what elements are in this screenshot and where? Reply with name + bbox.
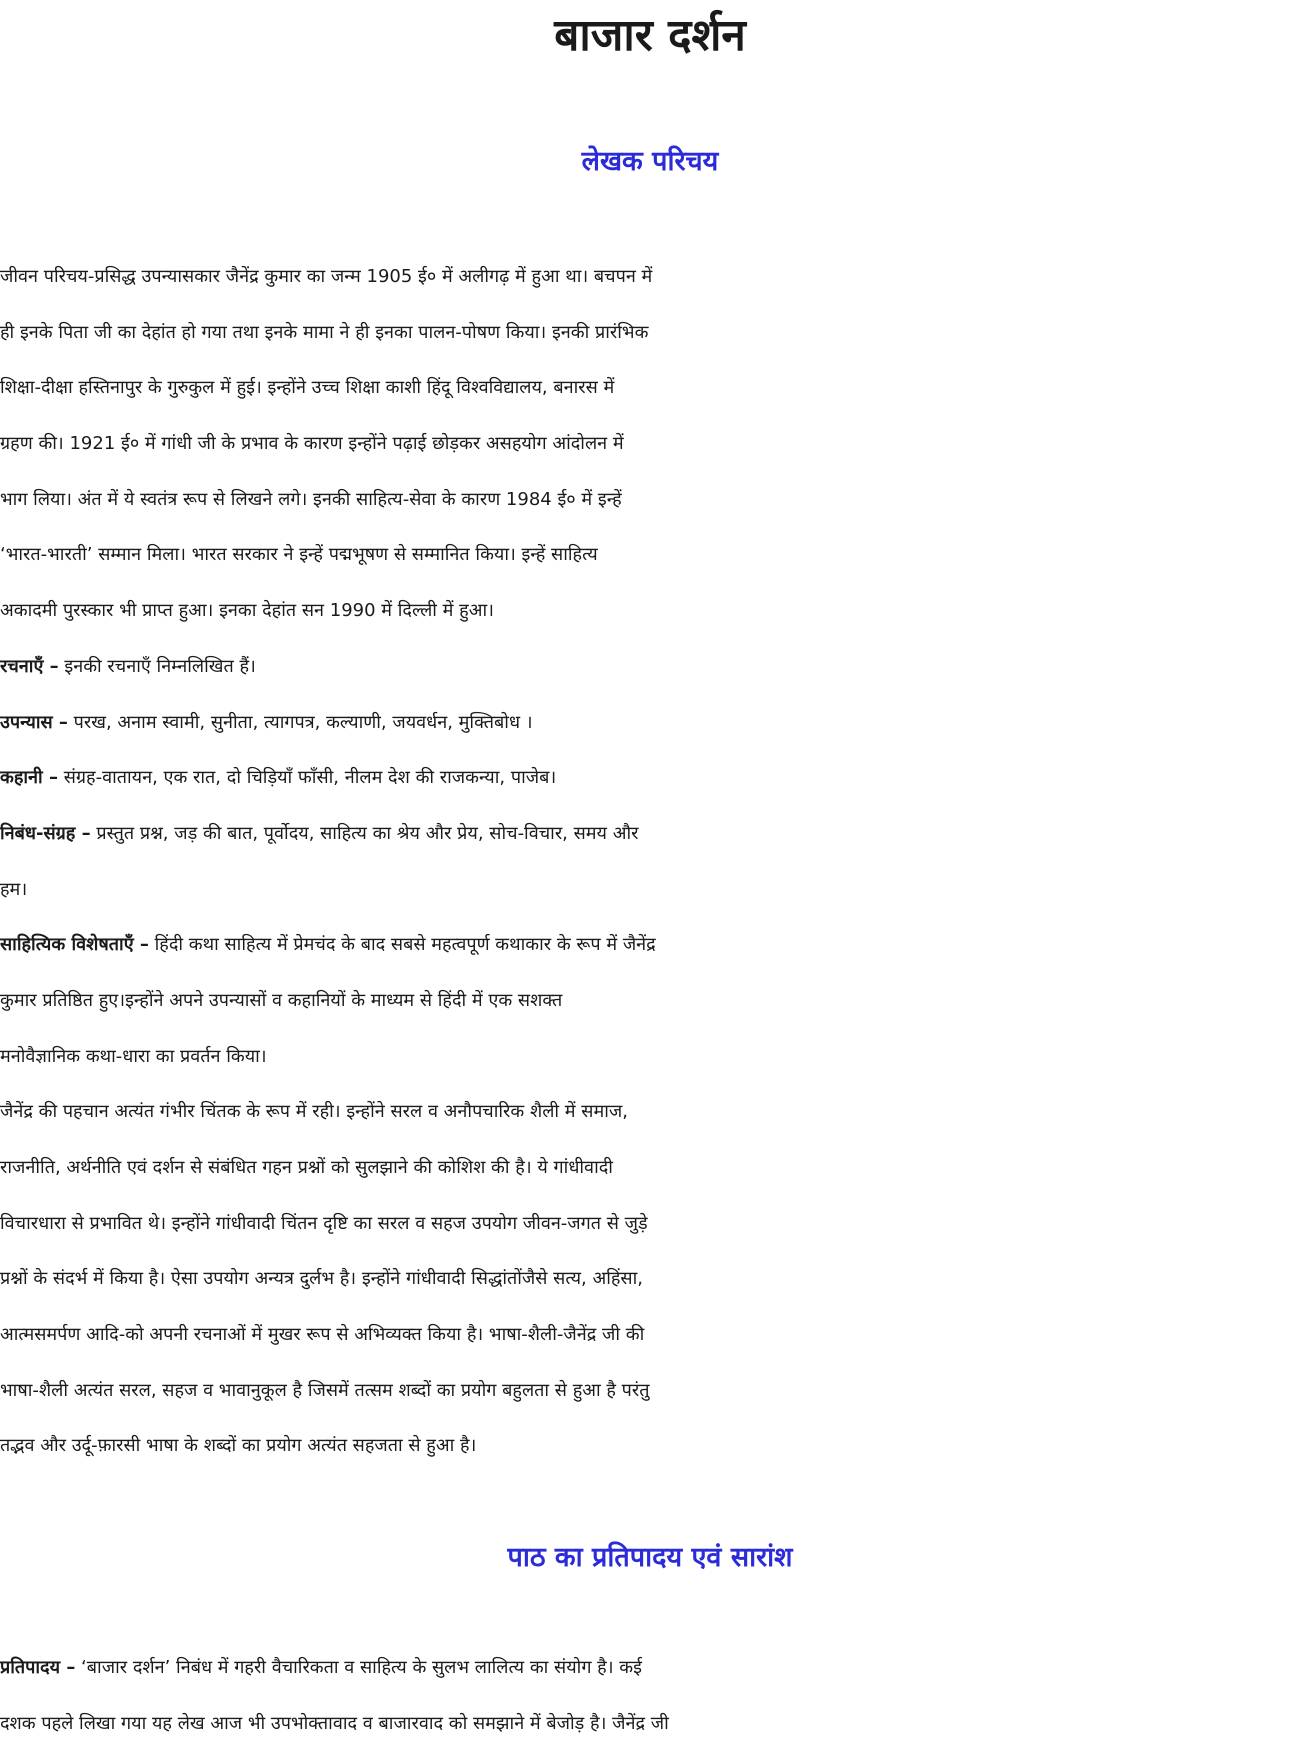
works-label: रचनाएँ – <box>0 655 59 677</box>
text-line: तद्भव और उर्दू-फ़ारसी भाषा के शब्दों का प्रयोग अत्यंत सहजता से हुआ है। <box>0 1435 477 1457</box>
text-line: प्रश्नों के संदर्भ में किया है। ऐसा उपयोग अन्यत्र दुर्लभ है। इन्होंने गांधीवादी सिद्धांतोंजैसे सत्य, अहिंसा, <box>0 1268 643 1290</box>
text-line: आत्मसमर्पण आदि-को अपनी रचनाओं में मुखर रूप से अभिव्यक्त किया है। भाषा-शैली-जैनेंद्र जी की <box>0 1324 645 1346</box>
works-text: इनकी रचनाएँ निम्नलिखित हैं। <box>58 655 256 677</box>
pratipadya-label: प्रतिपादय – <box>0 1657 76 1678</box>
stories-text: संग्रह-वातायन, एक रात, दो चिड़ियाँ फाँसी, नीलम देश की राजकन्या, पाजेब। <box>57 767 557 789</box>
text-line: ग्रहण की। 1921 ई० में गांधी जी के प्रभाव के कारण इन्होंने पढ़ाई छोड़कर असहयोग आंदोलन में <box>0 433 624 455</box>
pratipadya-line <box>0 1640 1300 1696</box>
essays-text: प्रस्तुत प्रश्न, जड़ की बात, पूर्वोदय, साहित्य का श्रेय और प्रेय, सोच-विचार, समय और <box>90 822 639 844</box>
text-line: जीवन परिचय-प्रसिद्ध उपन्यासकार जैनेंद्र कुमार का जन्म 1905 ई० में अलीगढ़ में हुआ था। बचपन में <box>0 266 653 287</box>
features-text: हिंदी कथा साहित्य में प्रेमचंद के बाद सबसे महत्वपूर्ण कथाकार के रूप में जैनेंद्र <box>148 934 656 956</box>
text-line: ‘भारत-भारती’ सम्मान मिला। भारत सरकार ने इन्हें पद्मभूषण से सम्मानित किया। इन्हें साहित्य <box>0 544 598 566</box>
text-line: भाग लिया। अंत में ये स्वतंत्र रूप से लिखने लगे। इनकी साहित्य-सेवा के कारण 1984 ई० में इन्हें <box>0 488 622 510</box>
novels-text: परख, अनाम स्वामी, सुनीता, त्यागपत्र, कल्याणी, जयवर्धन, मुक्तिबोध । <box>67 711 533 733</box>
features-line <box>0 917 1300 973</box>
section-heading-summary: पाठ का प्रतिपादय एवं सारांश <box>507 1542 793 1573</box>
text-line: विचारधारा से प्रभावित थे। इन्होंने गांधीवादी चिंतन दृष्टि का सरल व सहज उपयोग जीवन-जगत से जुड़े <box>0 1212 648 1234</box>
text-line: भाषा-शैली अत्यंत सरल, सहज व भावानुकूल है जिसमें तत्सम शब्दों का प्रयोग बहुलता से हुआ है परंतु <box>0 1379 650 1401</box>
section-heading-author-intro: लेखक परिचय <box>581 146 719 177</box>
essays-label: निबंध-संग्रह – <box>0 822 91 844</box>
text-line: जैनेंद्र की पहचान अत्यंत गंभीर चिंतक के रूप में रही। इन्होंने सरल व अनौपचारिक शैली में समाज, <box>0 1101 628 1123</box>
text-line: अकादमी पुरस्कार भी प्राप्त हुआ। इनका देहांत सन 1990 में दिल्ली में हुआ। <box>0 600 494 622</box>
text-line: शिक्षा-दीक्षा हस्तिनापुर के गुरुकुल में हुई। इन्होंने उच्च शिक्षा काशी हिंदू विश्वविद्यालय, बनारस में <box>0 377 615 399</box>
features-line-cont: कुमार प्रतिष्ठित हुए।इन्होंने अपने उपन्यासों व कहानियों के माध्यम से हिंदी में एक सशक्त <box>0 989 563 1011</box>
essays-line <box>0 806 1300 862</box>
features-line-cont: मनोवैज्ञानिक कथा-धारा का प्रवर्तन किया। <box>0 1045 267 1067</box>
features-label: साहित्यिक विशेषताएँ – <box>0 934 149 956</box>
text-line: राजनीति, अर्थनीति एवं दर्शन से संबंधित गहन प्रश्नों को सुलझाने की कोशिश की है। ये गांधीवादी <box>0 1157 613 1178</box>
text-line: ही इनके पिता जी का देहांत हो गया तथा इनके मामा ने ही इनका पालन-पोषण किया। इनकी प्रारंभिक <box>0 321 649 343</box>
works-intro-line <box>0 639 1300 695</box>
pratipadya-text: ‘बाजार दर्शन’ निबंध में गहरी वैचारिकता व साहित्य के सुलभ लालित्य का संयोग है। कई <box>75 1657 642 1678</box>
page-title: बाजार दर्शन <box>554 10 746 61</box>
stories-line <box>0 750 1300 806</box>
novels-label: उपन्यास – <box>0 711 68 733</box>
essays-line-cont: हम। <box>0 878 28 900</box>
summary-body <box>0 1640 1300 1744</box>
stories-label: कहानी – <box>0 767 58 789</box>
author-intro-body <box>0 249 1300 1474</box>
novels-line <box>0 695 1300 751</box>
pratipadya-line-cont: दशक पहले लिखा गया यह लेख आज भी उपभोक्तावाद व बाजारवाद को समझाने में बेजोड़ है। जैनेंद्र जी <box>0 1712 669 1734</box>
